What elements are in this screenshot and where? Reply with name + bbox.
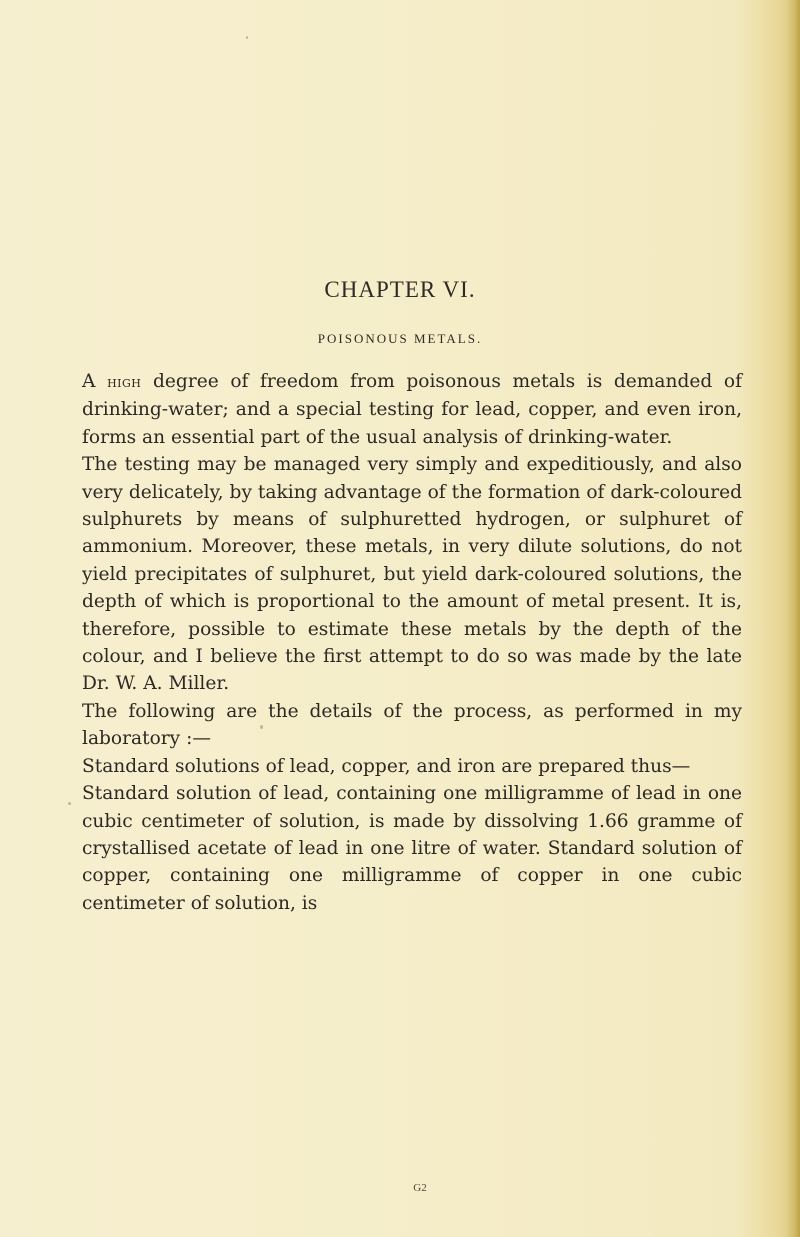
intro-smallcaps: high	[107, 373, 142, 391]
paragraph-intro	[82, 368, 742, 451]
paragraph: Standard solutions of lead, copper, and iron are prepared thus—	[82, 755, 691, 777]
intro-text: degree of freedom from poisonous metals is demanded of drinking-water; and a special testing for lead, copper, and even iron, forms an essential part of the usual analysis of drinking-water.	[82, 371, 742, 448]
paragraph: The following are the details of the process, as performed in my laboratory :—	[82, 700, 742, 750]
page-edge-shadow	[786, 0, 800, 1237]
paper-speck	[246, 36, 248, 39]
section-title: POISONOUS METALS.	[317, 331, 483, 346]
chapter-title: CHAPTER VI.	[324, 277, 476, 302]
printer-signature-mark: G2	[413, 1182, 427, 1194]
body-text	[82, 368, 742, 917]
intro-initial: A	[82, 371, 108, 392]
paragraph: The testing may be managed very simply and expeditiously, and also very delicately, by taking advantage of the formation of dark-coloured sulphurets by means of sulphuretted hydrogen, or sulphuret of ammonium. Moreover, these metals, in very dilute solutions, do not yield precipitates of sulphuret, but yield dark-coloured solutions, the depth of which is proportional to the amount of metal present. It is, therefore, possible to estimate these metals by the depth of the colour, and I believe the first attempt to do so was made by the late Dr. W. A. Miller.	[82, 454, 742, 695]
paragraph: Standard solution of lead, containing one milligramme of lead in one cubic centimeter of solution, is made by dissolving 1.66 gramme of crystallised acetate of lead in one litre of water. Standard solution of copper, containing one milligramme of copper in one cubic centimeter of solution, is	[82, 783, 742, 914]
paper-speck	[68, 802, 71, 805]
